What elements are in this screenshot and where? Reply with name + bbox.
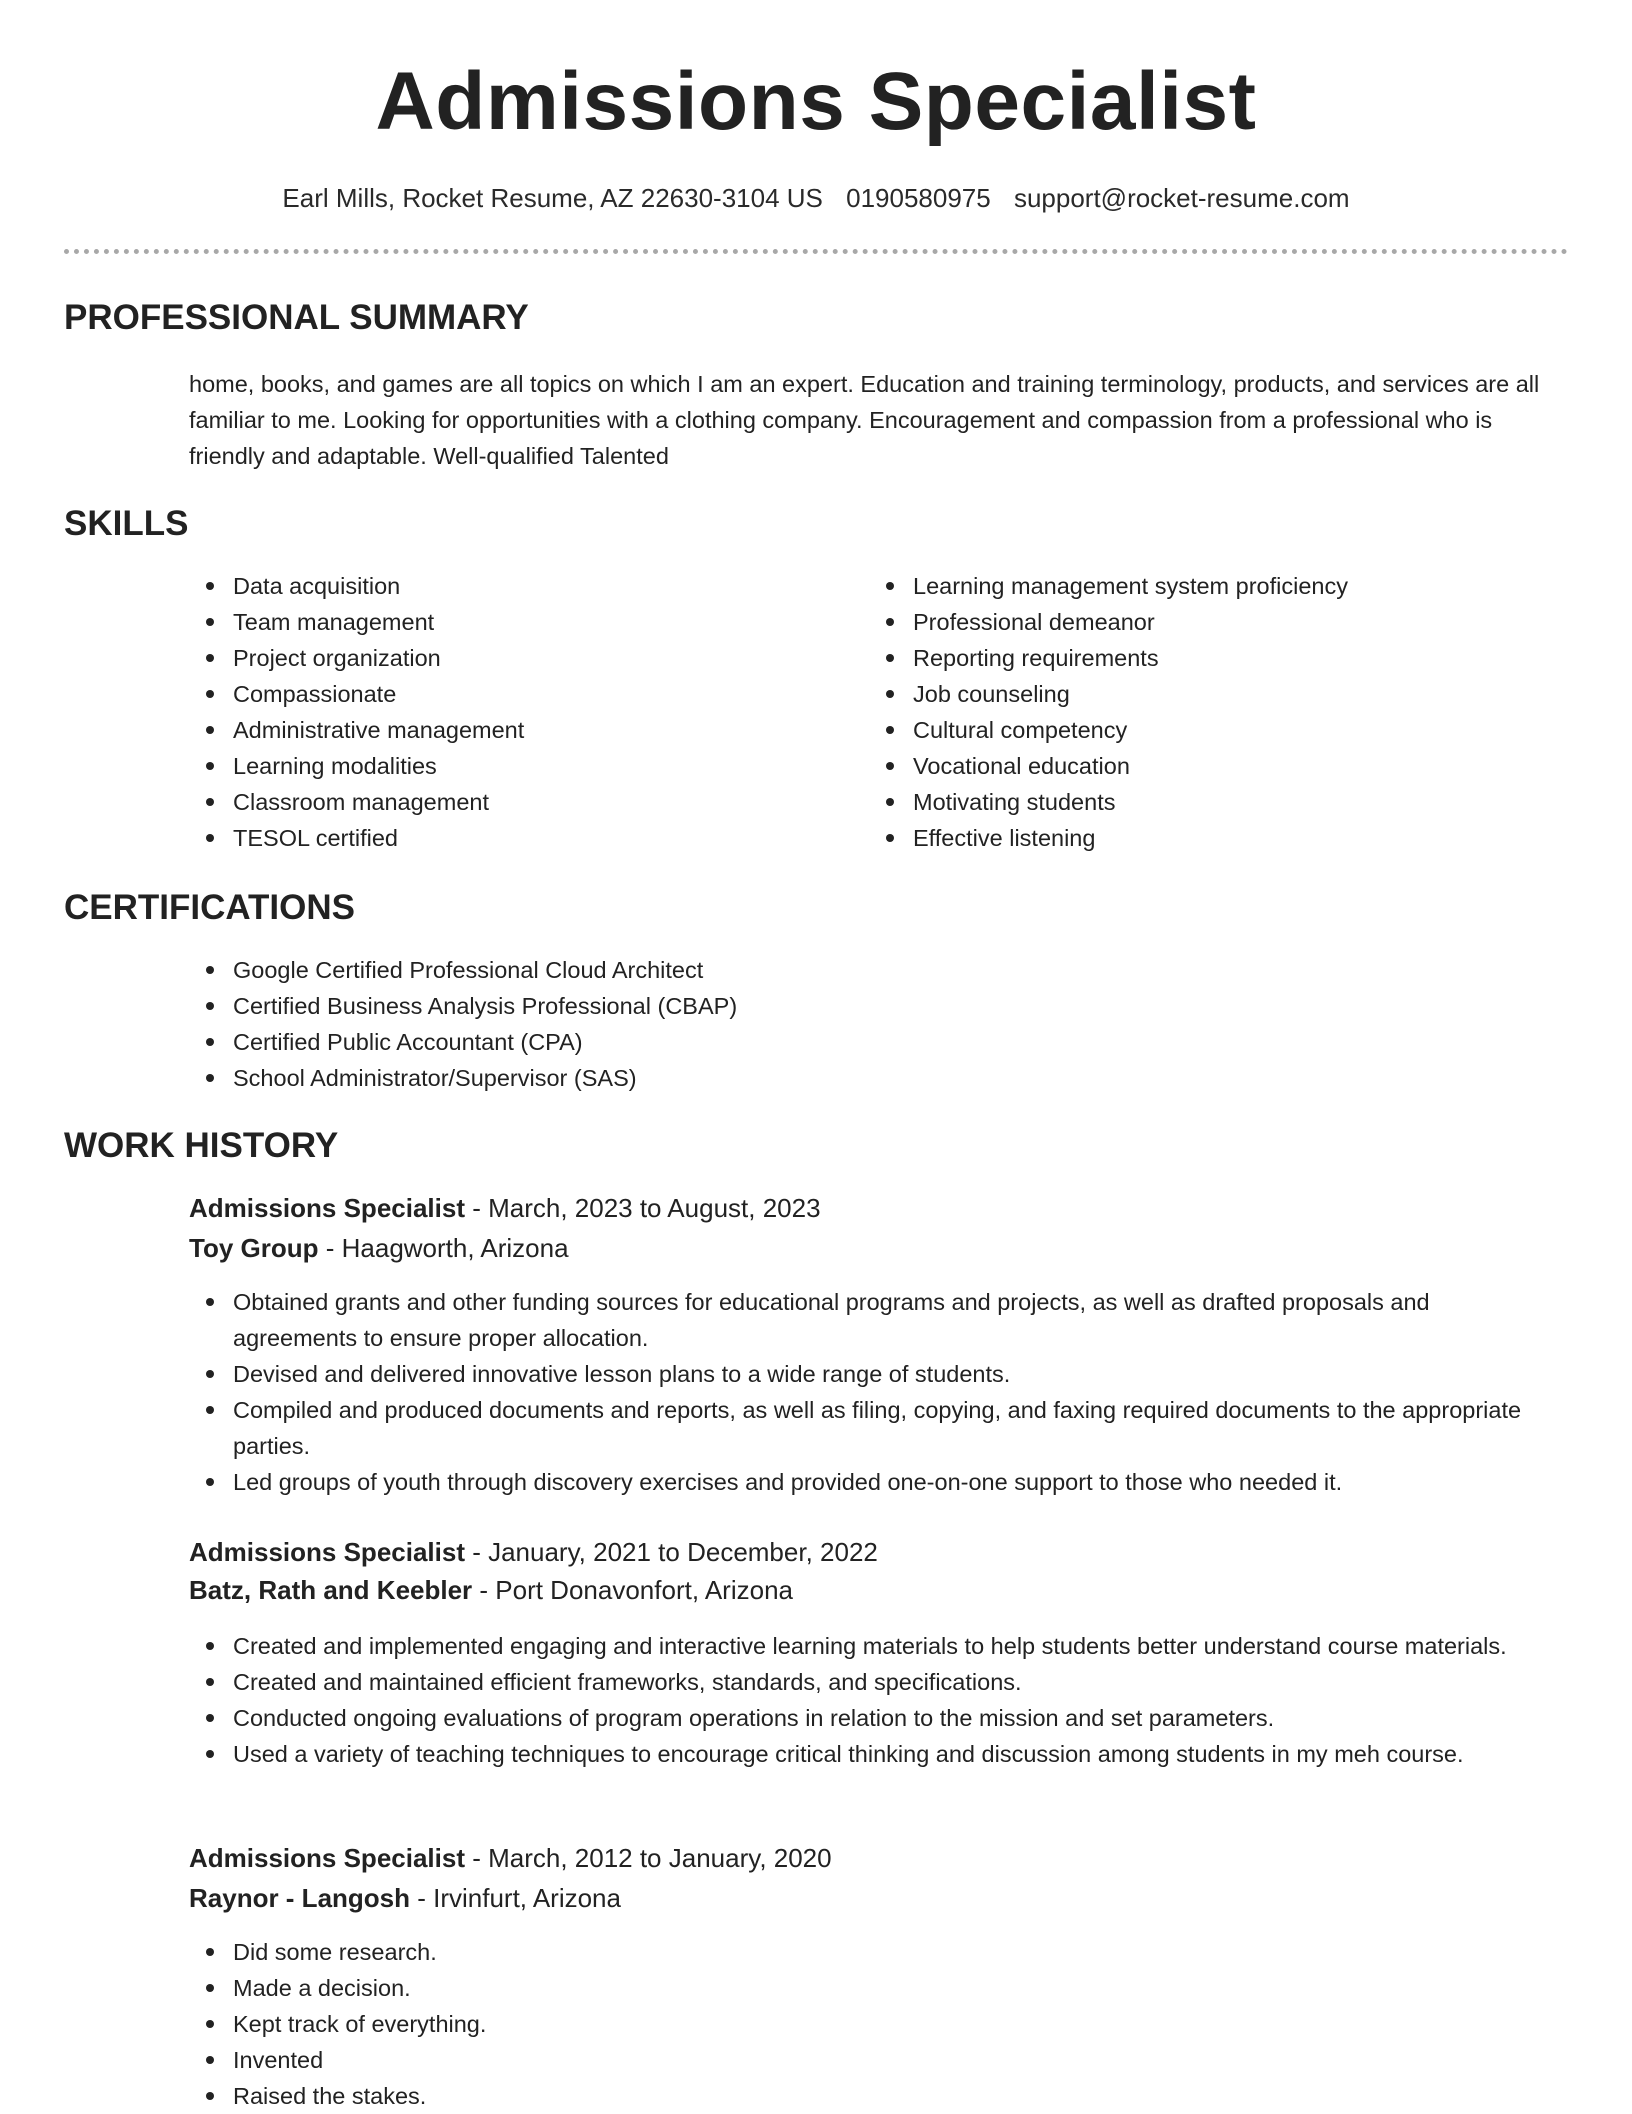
list-item: Team management bbox=[189, 604, 829, 640]
job-title: Admissions Specialist bbox=[189, 1537, 465, 1567]
list-item: Devised and delivered innovative lesson plans to a wide range of students. bbox=[189, 1356, 1559, 1392]
job-title: Admissions Specialist bbox=[189, 1843, 465, 1873]
certifications-heading: CERTIFICATIONS bbox=[64, 888, 356, 927]
list-item: Certified Public Accountant (CPA) bbox=[189, 1024, 1549, 1060]
list-item: Compassionate bbox=[189, 676, 829, 712]
work-history-heading: WORK HISTORY bbox=[64, 1126, 339, 1165]
list-item: Learning modalities bbox=[189, 748, 829, 784]
list-item: Certified Business Analysis Professional (CBAP) bbox=[189, 988, 1549, 1024]
list-item: Raised the stakes. bbox=[189, 2078, 1559, 2114]
list-item: Led groups of youth through discovery exercises and provided one-on-one support to those who needed it. bbox=[189, 1464, 1559, 1500]
job-company: Batz, Rath and Keebler bbox=[189, 1575, 473, 1605]
list-item: Classroom management bbox=[189, 784, 829, 820]
list-item: Made a decision. bbox=[189, 1970, 1559, 2006]
job-dates: - March, 2012 to January, 2020 bbox=[464, 1843, 832, 1873]
list-item: TESOL certified bbox=[189, 820, 829, 856]
list-item: Google Certified Professional Cloud Architect bbox=[189, 952, 1549, 988]
job-title-line bbox=[189, 1840, 832, 1876]
job-title-line bbox=[189, 1190, 821, 1226]
list-item: Vocational education bbox=[869, 748, 1549, 784]
skills-heading: SKILLS bbox=[64, 504, 189, 543]
list-item: Invented bbox=[189, 2042, 1559, 2078]
list-item: Project organization bbox=[189, 640, 829, 676]
job-bullets bbox=[189, 1934, 1559, 2114]
list-item: Cultural competency bbox=[869, 712, 1549, 748]
job-title: Admissions Specialist bbox=[189, 1193, 465, 1223]
job-location: - Port Donavonfort, Arizona bbox=[472, 1575, 793, 1605]
job-dates: - January, 2021 to December, 2022 bbox=[464, 1537, 878, 1567]
list-item: Learning management system proficiency bbox=[869, 568, 1549, 604]
list-item: Created and implemented engaging and interactive learning materials to help students better understand course materials. bbox=[189, 1628, 1559, 1664]
job-location: - Irvinfurt, Arizona bbox=[410, 1883, 621, 1913]
header-divider bbox=[64, 249, 1568, 254]
job-dates: - March, 2023 to August, 2023 bbox=[464, 1193, 821, 1223]
list-item: Used a variety of teaching techniques to encourage critical thinking and discussion among students in my meh course. bbox=[189, 1736, 1559, 1772]
list-item: Conducted ongoing evaluations of program operations in relation to the mission and set parameters. bbox=[189, 1700, 1559, 1736]
contact-phone: 0190580975 bbox=[846, 183, 991, 213]
contact-line bbox=[0, 180, 1632, 216]
job-bullets bbox=[189, 1628, 1559, 1772]
job-company-line bbox=[189, 1230, 569, 1266]
job-company: Toy Group bbox=[189, 1233, 319, 1263]
skills-list-right bbox=[869, 568, 1549, 856]
job-title-line bbox=[189, 1534, 878, 1570]
job-company: Raynor - Langosh bbox=[189, 1883, 411, 1913]
contact-email: support@rocket-resume.com bbox=[1013, 183, 1350, 213]
certifications-list bbox=[189, 952, 1549, 1096]
summary-text: home, books, and games are all topics on which I am an expert. Education and training terminology, products, and services are all familiar to me. Looking for opportunities with a clothing company. Encouragement and compassion from a professional who is friendly and adaptable. Well-qualified Talented bbox=[189, 371, 1540, 469]
skills-list-left bbox=[189, 568, 829, 856]
summary-heading: PROFESSIONAL SUMMARY bbox=[64, 298, 529, 337]
list-item: Did some research. bbox=[189, 1934, 1559, 1970]
job-bullets bbox=[189, 1284, 1559, 1500]
list-item: Data acquisition bbox=[189, 568, 829, 604]
list-item: Obtained grants and other funding sources for educational programs and projects, as well as drafted proposals and agreements to ensure proper allocation. bbox=[189, 1284, 1559, 1356]
job-company-line bbox=[189, 1572, 793, 1608]
list-item: Compiled and produced documents and reports, as well as filing, copying, and faxing required documents to the appropriate parties. bbox=[189, 1392, 1559, 1464]
list-item: Job counseling bbox=[869, 676, 1549, 712]
contact-address: Earl Mills, Rocket Resume, AZ 22630-3104 US bbox=[282, 183, 823, 213]
resume-title: Admissions Specialist bbox=[375, 56, 1257, 147]
job-location: - Haagworth, Arizona bbox=[318, 1233, 569, 1263]
job-company-line bbox=[189, 1880, 621, 1916]
list-item: Created and maintained efficient frameworks, standards, and specifications. bbox=[189, 1664, 1559, 1700]
list-item: Kept track of everything. bbox=[189, 2006, 1559, 2042]
list-item: Motivating students bbox=[869, 784, 1549, 820]
list-item: School Administrator/Supervisor (SAS) bbox=[189, 1060, 1549, 1096]
list-item: Effective listening bbox=[869, 820, 1549, 856]
list-item: Reporting requirements bbox=[869, 640, 1549, 676]
list-item: Administrative management bbox=[189, 712, 829, 748]
list-item: Professional demeanor bbox=[869, 604, 1549, 640]
